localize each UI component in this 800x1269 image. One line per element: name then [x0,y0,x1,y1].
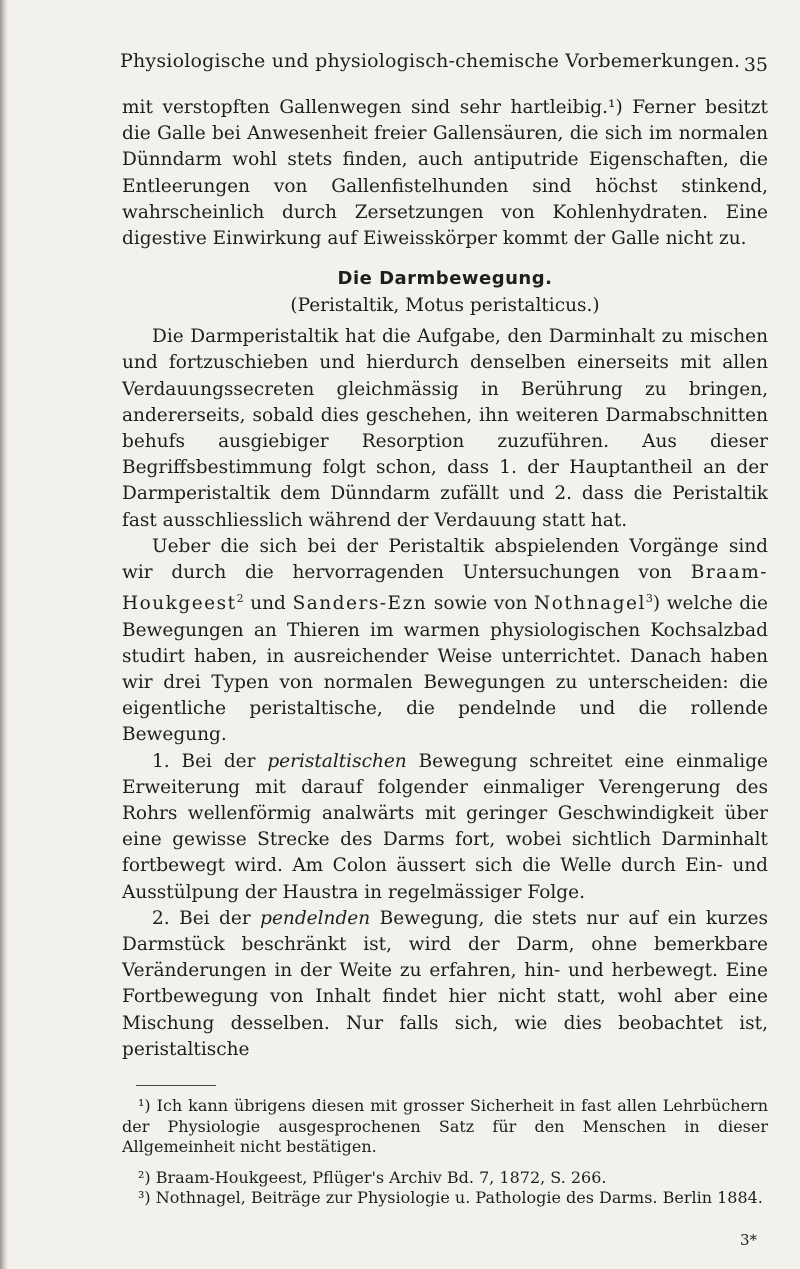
paragraph-peristaltische [122,749,768,906]
section-subtitle: (Peristaltik, Motus peristalticus.) [290,295,600,317]
body-text [122,95,768,1209]
text-run: sowie von [427,593,535,615]
running-title: Physiologische und physiologisch-chemische Vorbemerkungen. [120,50,741,72]
intro-paragraph: mit verstopften Gallenwegen sind sehr hartleibig.¹) Ferner besitzt die Galle bei Anwesenheit freier Gallensäuren, die sich im normalen Dünndarm wohl stets finden, auch antiputride Eigenschaften, die Entleerungen von Gallenfistelhunden sind höchst stinkend, wahrscheinlich durch Zersetzungen von Kohlenhydraten. Eine digestive Einwirkung auf Eiweisskörper kommt der Galle nicht zu. [122,97,768,250]
text-run: 2. Bei der [152,907,261,929]
emphasis: peristaltischen [267,750,407,772]
section-title: Die Darmbewegung. [337,268,553,290]
text-run: Ueber die sich bei der Peristaltik abspielenden Vorgänge sind wir durch die hervorragenden Untersuchungen von [122,535,768,584]
text-run: Bewegung schreitet eine einmalige Erweiterung mit darauf folgender einmaliger Verengerung des Rohrs wellenförmig analwärts mit geringer Geschwindigkeit über eine gewisse Strecke des Darms fort, wobei sichtlich Darminhalt fortbewegt wird. Am Colon äussert sich die Welle durch Ein- und Ausstülpung der Haustra in regelmässiger Folge. [122,750,768,903]
footnote-ref: 3 [645,592,653,606]
footnote-divider [136,1085,216,1086]
text-run: und [243,593,293,615]
signature-mark: 3* [740,1231,758,1249]
paragraph-aufgabe: Die Darmperistaltik hat die Aufgabe, den Darminhalt zu mischen und fortzuschieben und hierdurch denselben einerseits mit allen Verdauungssecreten gleichmässig in Berührung zu bringen, andererseits, sobald dies geschehen, ihn weiteren Darmabschnitten behufs ausgiebiger Resorption zuzuführen. Aus dieser Begriffsbestimmung folgt schon, dass 1. der Hauptantheil an der Darmperistaltik dem Dünndarm zufällt und 2. dass die Peristaltik fast ausschliesslich während der Verdauung statt hat. [122,326,768,531]
footnote-2: ²) Braam-Houkgeest, Pflüger's Archiv Bd. 7, 1872, S. 266. [138,1167,607,1187]
author-name: Braam-Houkgeest [122,562,768,615]
author-name: Sanders-Ezn [292,593,428,615]
text-run: Bewegung, die stets nur auf ein kurzes Darmstück beschränkt ist, wird der Darm, ohne bemerkbare Veränderungen in der Weite zu erfahren, hin- und herbewegt. Eine Fortbewegung von Inhalt findet hier nicht statt, wohl aber eine Mischung desselben. Nur falls sich, wie dies beobachtet ist, peristaltische [122,907,768,1060]
paragraph-untersuchungen [122,534,768,749]
paragraph-pendelnde [122,906,768,1063]
author-name: Nothnagel [534,593,646,615]
text-run: ) welche die Bewegungen an Thieren im warmen physiologischen Kochsalzbad studirt haben, in ausreichender Weise unterrichtet. Danach haben wir drei Typen von normalen Bewegungen zu unterscheiden: die eigentliche peristaltische, die pendelnde und die rollende Bewegung. [122,593,769,746]
footnote-1: ¹) Ich kann übrigens diesen mit grosser Sicherheit in fast allen Lehrbüchern der Physiologie ausgesprochenen Satz für den Menschen in dieser Allgemeinheit nicht bestätigen. [122,1096,768,1157]
page-header [120,50,768,80]
page-binding-edge [0,0,8,1269]
footnotes [122,1096,768,1209]
footnote-3: ³) Nothnagel, Beiträge zur Physiologie u. Pathologie des Darms. Berlin 1884. [138,1188,763,1208]
text-run: 1. Bei der [152,750,268,772]
emphasis: pendelnden [260,907,371,929]
footnote-ref: 2 [236,592,244,606]
page-number: 35 [743,54,768,76]
